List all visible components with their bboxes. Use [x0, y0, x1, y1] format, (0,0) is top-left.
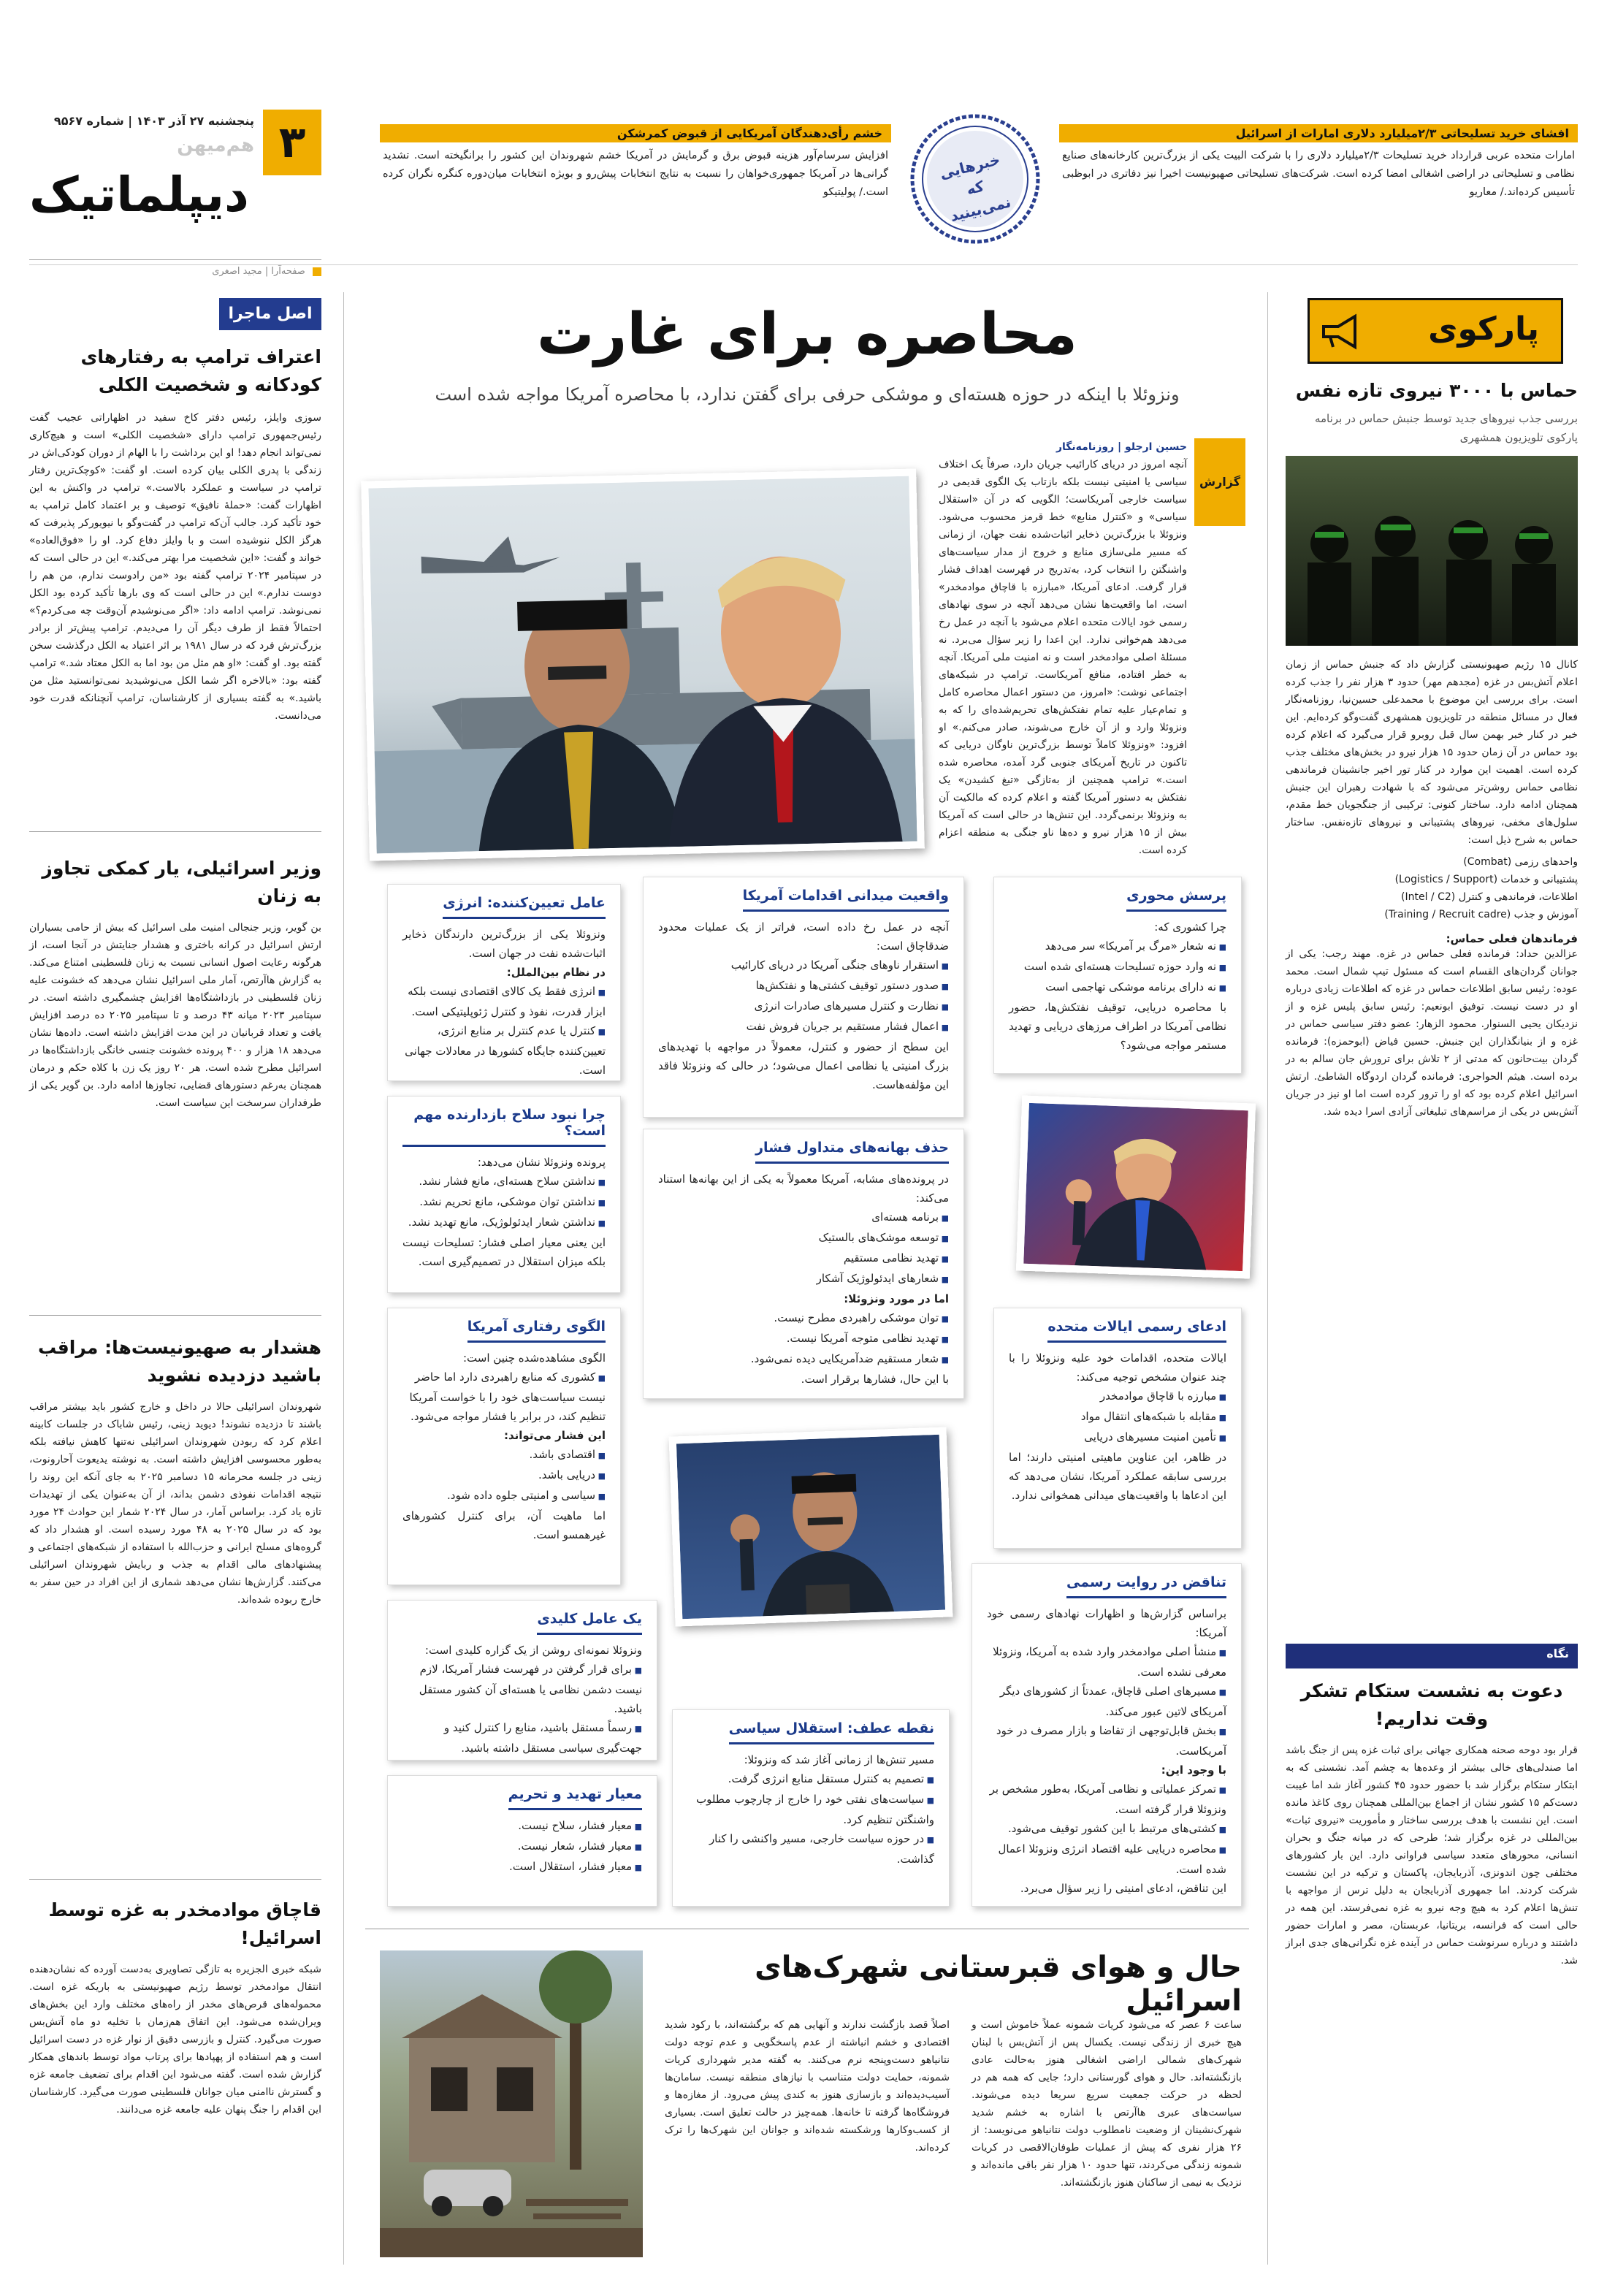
- list-item: ■ شعار مستقیم ضدآمریکایی دیده نمی‌شود.: [658, 1349, 949, 1370]
- left-badge: اصل ماجرا: [219, 298, 321, 330]
- page-number-box: [263, 110, 321, 175]
- left-article-2: [29, 855, 321, 1112]
- list-item: ■ سیاست‌های نفتی خود را خارج از چارچوب مطلوب واشنگتن تنظیم کرد.: [687, 1790, 934, 1829]
- list-item: ■ دریایی باشد.: [402, 1465, 606, 1486]
- left-article-2-body: بن گویر، وزیر جنجالی امنیت ملی اسرائیل که بیش از حامی بسیاران ارتش اسرائیل در کرانه باختری و هشدار جنایتش در آنجا است، از هرگونه رعایت اصول انسانی نسبت به زنان فلسطینی امتناع می‌کند. به گزارش هاآرتص، آمار ملی اسرائیل نشان می‌دهد که خشونت علیه زنان فلسطینی در بازداشتگاه‌ها افزایش چشمگیری داشته است. در سپتامبر ۲۰۲۳ میانه ۴۳ درصد و تا سپتامبر ۲۰۲۵ ده درصد افزایش یافت و تعداد قربانیان در این مدت افزایش داشته است. داده‌ها نشان می‌دهد ۱۸ هزار و ۴۰۰ پرونده خشونت جنسی خانگی بازداشتگاه‌ها در اسرائیل مطرح شده است. هر ۲۰ روز یک زن با کلاه حکم و درمان همچنان به‌رغم دستورهای قضایی، تجاوزها ادامه دارد. بن گویر یکی از طرفداران سرسخت این سیاست است.: [29, 922, 322, 1109]
- left-article-1: [29, 343, 321, 725]
- box-official-claim: ادعای رسمی ایالات متحده ایالات متحده، اقدامات خود علیه ونزوئلا را با چند عنوان مشخص توجیه می‌کند: ■ مبارزه با قاچاق موادمخدر ■ مقابله با شبکه‌های انتقال مواد ■ تأمین امنیت مسیرهای دریایی در ظاهر، این عناوین ماهیتی امنیتی دارند؛ اما بررسی سابقه عملکرد آمریکا، نشان می‌دهد که این ادعاها با واقعیت‌های میدانی همخوانی ندارد.: [993, 1308, 1242, 1549]
- list-item: ■ نه وارد حوزه تسلیحات هسته‌ای شده است: [1009, 957, 1226, 977]
- list-item: ■ صدور دستور توقیف کشتی‌ها و نفتکش‌ها: [658, 976, 949, 996]
- box-key-factor-title: یک عامل کلیدی: [537, 1611, 642, 1635]
- hamas-fighters-photo: [1286, 456, 1578, 646]
- top-rule: [29, 264, 1578, 265]
- list-item: ■ بخش قابل‌توجهی از تقاضا و بازار مصرف در خود آمریکاست.: [987, 1721, 1226, 1761]
- commanders-title: فرماندهان فعلی حماس:: [1446, 932, 1578, 945]
- structure-item: پشتیبانی و خدمات (Logistics / Support): [1394, 874, 1578, 885]
- right-article-2: [1286, 1677, 1578, 1969]
- bottom-title: حال و هوای قبرستانی شهرک‌های اسرائیل: [755, 1950, 1242, 2018]
- damaged-building-image: [380, 1950, 643, 2257]
- box-official-claim-title: ادعای رسمی ایالات متحده: [1047, 1319, 1226, 1343]
- right-article-2-body: قرار بود دوحه صحنه همکاری جهانی برای ثبات غزه پس از جنگ باشد اما صندلی‌های خالی بیشتر از وعده‌ها به چشم آمد. نشستی که به ابتکار ستکام برگزار شد با حضور حدود ۴۵ کشور آغاز شد اما غیبت دست‌کم ۱۵ کشور نشان از اجماع بین‌المللی همچنان روی کاغذ مانده است. این نشست با هدف بررسی ساختار و مأموریت «نیروی ثبات» بین‌المللی در غزه برگزار شد؛ طرحی که در میانه جنگ و بحران انسانی، محورهای متعدد سیاسی فراوانی دارد. این بار کشورهای مختلفی چون اندونزی، آذربایجان، پاکستان و ترکیه در این نشست شرکت کردند. اما جمهوری آذربایجان به دلیل ترس از مواجهه با تنش‌ها اعلام کرد به هیچ وجه نیرو به غزه نمی‌فرستد. این همه در حالی است که فرانسه، بریتانیا، عربستان، مصر و امارات حضور داشتند و درباره سرنوشت حماس در آینده غزه نگرانی‌های جدی ابراز شد.: [1286, 1744, 1578, 1967]
- list-item: ■ محاصره دریایی علیه اقتصاد انرژی ونزوئلا اعمال شده است.: [987, 1839, 1226, 1879]
- report-intro-body: آنچه امروز در دریای کارائیب جریان دارد، صرفاً یک اختلاف سیاسی یا امنیتی نیست بلکه بازتاب یک الگوی قدیمی در سیاست خارجی آمریکاست؛ الگویی که در آن «استقلال سیاسی» و «کنترل منابع» خط قرمز محسوب می‌شود. ونزوئلا با بزرگ‌ترین ذخایر اثبات‌شده نفت جهان، از زمانی که مسیر ملی‌سازی منابع و خروج از مدار سیاست‌های واشنگتن را انتخاب کرد، به‌تدریج در فهرست اهداف فشار قرار گرفت. ادعای آمریکا، «مبارزه با قاچاق موادمخدر» است، اما واقعیت‌ها نشان می‌دهد آنچه در سوی نهادهای رسمی خود ایالات متحده اعلام می‌شود با آنچه در عمل رخ می‌دهد هم‌خوانی ندارد. این اعدا را زیر سؤال می‌برد. نه مسئلهٔ اصلی موادمخدر است و نه امنیت ملی آمریکا. آنچه به خطر افتاده، منافع آمریکاست. ترامپ در شبکه‌های اجتماعی نوشت: «امروز، من دستور اعمال محاصره کامل و تمام‌عیار علیه تمام نفتکش‌های تحریم‌شده‌ای را که به ونزوئلا وارد و از آن خارج می‌شوند، صادر می‌کنم.» او افزود: «ونزوئلا کاملاً توسط بزرگ‌ترین ناوگان دریایی که تاکنون در تاریخ آمریکای جنوبی گرد آمده، محاصره شده است.» ترامپ همچنین از به‌تازگی «تیغ کشیدن» یک نفتکش به دستور آمریکا گفته و اعلام کرده که مالکیت آن به ونزوئلا برنمی‌گردد. این تنش‌ها در حالی است که آمریکا بیش از ۱۵ هزار نیرو و ده‌ها ناو جنگی به منطقه اعزام کرده است.: [939, 459, 1187, 856]
- date-line: پنجشنبه ۲۷ آذر ۱۴۰۳ | شماره ۹۵۶۷: [53, 114, 254, 128]
- box-pressure-criteria-title: معیار تهدید و تحریم: [508, 1786, 642, 1810]
- list-item: ■ تمرکز عملیاتی و نظامی آمریکا، به‌طور مشخص بر ونزوئلا قرار گرفته است.: [987, 1780, 1226, 1819]
- right-column-divider: [1267, 292, 1268, 2265]
- list-item: ■ برای قرار گرفتن در فهرست فشار آمریکا، لازم نیست دشمن نظامی یا هسته‌ای آن کشور مستقل باشید.: [402, 1660, 642, 1718]
- list-item: ■ مبارزه با قاچاق موادمخدر: [1009, 1387, 1226, 1407]
- editor-square-icon: [313, 267, 321, 276]
- masthead-subtitle: هم‌میهن: [177, 134, 254, 156]
- box-energy-factor-title: عامل تعیین‌کننده: انرژی: [443, 895, 606, 919]
- ticker-left-headline: خشم رأی‌دهندگان آمریکایی از قبوض کمرشکن: [380, 124, 891, 142]
- masthead-logo: دیپلماتیک: [29, 167, 249, 223]
- box-deterrent-title: چرا نبود سلاح بازدارنده مهم است؟: [402, 1107, 606, 1147]
- list-item: ■ کنترل یا عدم کنترل بر منابع انرژی، تعیین‌کننده جایگاه کشورها در معادلات جهانی است.: [402, 1021, 606, 1080]
- list-item: ■ تهدید نظامی متوجه آمریکا نیست.: [658, 1329, 949, 1349]
- box-turning-point-title: نقطه عطف: استقلال سیاسی: [729, 1720, 934, 1744]
- commanders-body: عزالدین حداد: فرمانده فعلی حماس در غزه. مهند رجب: یکی از جوانان گردان‌های القسام است که مسئول تیپ شمال است. محمد عوده: رئیس سابق اطلاعات حماس در غزه که اطلاعات زیادی درباره او در دست نیست. توفیق ابونعیم: رئیس سابق پلیس غزه و از نزدیکان یحیی السنوار. محمود الزهار: عضو دفتر سیاسی حماس در غزه و از بنیانگذاران این جنبش. حسین فیاض (ابوحمزه): فرمانده گردان بیت‌حانون که مدتی از ۲ تلاش برای ترورش جان سالم به در برده است. هیثم الحواجری: فرمانده گردان اردوگاه الشاطئ. ارتش اسرائیل اعلام کرده بود که او را ترور کرده است اما او نیز در جریان آتش‌بس در یکی از مراسم‌های تبلیغاتی آزادی اسرا دیده شد.: [1286, 948, 1579, 1118]
- left-rule-1: [29, 831, 321, 832]
- settlement-photo: [380, 1950, 643, 2257]
- list-item: ■ سیاسی و امنیتی جلوه داده شود.: [402, 1486, 606, 1506]
- report-author: حسین ارجلو | روزنامه‌نگار: [1056, 441, 1187, 453]
- list-item: ■ معیار فشار، استقلال است.: [402, 1857, 642, 1877]
- list-item: ■ رسماً مستقل باشید، منابع را کنترل کنید و جهت‌گیری سیاسی مستقل داشته باشید.: [402, 1718, 642, 1758]
- box-behavior-pattern-title: الگوی رفتاری آمریکا: [467, 1319, 606, 1343]
- list-item: ■ نظارت و کنترل مسیرهای صادرات انرژی: [658, 996, 949, 1017]
- box-pretexts-title: حذف بهانه‌های متداول فشار: [755, 1140, 949, 1164]
- structure-item: واحدهای رزمی (Combat): [1463, 856, 1578, 868]
- left-column-divider: [343, 292, 344, 2265]
- list-item: ■ توان موشکی راهبردی مطرح نیست.: [658, 1308, 949, 1329]
- bottom-col-2: اصلاً قصد بازگشت ندارند و آنهایی هم که برگشته‌اند، با رکود شدید اقتصادی و خشم انباشته از عدم پاسخگویی و عدم توجه دولت نتانیاهو دست‌وپنجه نرم می‌کنند. به گفته مدیر شهرداری کریات شمونه، حمایت دولت متناسب با نیازهای منطقه نیست. سامان‌ها آسیب‌دیده‌اند و بازسازی هنوز به کندی پیش می‌رود. از مغازه‌ها و فروشگاه‌ها گرفته تا خانه‌ها. همه‌چیز در حالت تعلیق است. بسیاری از کسب‌وکارها ورشکسته شده‌اند و جوانان این شهرک‌ها را ترک کرده‌اند.: [665, 2019, 950, 2154]
- right-article-1-body: کانال ۱۵ رژیم صهیونیستی گزارش داد که جنبش حماس از زمان اعلام آتش‌بس در غزه (مجدهم مهر) حدود ۳ هزار نفر را جذب کرده است. برای بررسی این موضوع با محمدعلی حسین‌نیا، روزنامه‌نگار فعال در مسائل منطقه در تلویزیون همشهری گفت‌وگو کرده‌ایم. این خبر در کنار خبر بهمن سال قبل روبرو قرار می‌گیرد که اعلام کرده بود حماس در آن زمان حدود ۱۵ هزار نیرو در بخش‌های مختلف جذب کرده است. اهمیت این موارد در کنار تور اخیر جانشینان فرماندهی نظامی حماس روشن‌تر می‌شود که با شهادت رهبران این جنبش همچنان ادامه دارد. ساختار کنونی: ترکیبی از جنگجویان خط مقدم، سلول‌های مخفی، نیروهای پشتیبانی و نیروهای تازه‌نفس. ساختار حماس به شرح ذیل است:: [1286, 659, 1578, 846]
- list-item: ■ تهدید نظامی مستقیم: [658, 1248, 949, 1269]
- right-article-1-title: حماس با ۳۰۰۰ نیروی تازه نفس: [1295, 380, 1578, 401]
- box-pretexts: حذف بهانه‌های متداول فشار در پرونده‌های مشابه، آمریکا معمولاً به یکی از این بهانه‌ها استناد می‌کند: ■ برنامه هسته‌ای ■ توسعه موشک‌های بالستیک ■ تهدید نظامی مستقیم ■ شعارهای ایدئولوژیک آشکار اما در مورد ونزوئلا: ■ توان موشکی راهبردی مطرح نیست. ■ تهدید نظامی متوجه آمریکا نیست. ■ شعار مستقیم ضدآمریکایی دیده نمی‌شود. با این حال، فشارها برقرار است.: [643, 1129, 964, 1399]
- list-item: ■ نه دارای برنامه موشکی تهاجمی است: [1009, 977, 1226, 998]
- right-article-2-title: دعوت به نشست ستکام تشکر وقت نداریم!: [1300, 1680, 1563, 1729]
- warship-trump-maduro-image: [368, 476, 917, 854]
- list-item: ■ برنامه هسته‌ای: [658, 1208, 949, 1228]
- masthead: [29, 110, 321, 278]
- list-item: ■ نداشتن توان موشکی، مانع تحریم نشد.: [402, 1192, 606, 1213]
- ticker-right-headline: افشای خرید تسلیحاتی ۲/۳میلیارد دلاری امارات از اسرائیل: [1059, 124, 1578, 142]
- list-item: ■ استقرار ناوهای جنگی آمریکا در دریای کارائیب: [658, 956, 949, 976]
- box-deterrent: چرا نبود سلاح بازدارنده مهم است؟ پرونده ونزوئلا نشان می‌دهد: ■ نداشتن سلاح هسته‌ای، مانع فشار نشد. ■ نداشتن توان موشکی، مانع تحریم نشد. ■ نداشتن شعار ایدئولوژیک، مانع تهدید نشد. این یعنی معیار اصلی فشار: تسلیحات نیست بلکه میزان استقلال در تصمیم‌گیری است.: [387, 1096, 621, 1293]
- main-photo: [361, 468, 925, 861]
- list-item: ■ مسیرهای اصلی قاچاق، عمدتاً از کشورهای دیگر آمریکای لاتین عبور می‌کند.: [987, 1682, 1226, 1721]
- list-item: ■ تأمین امنیت مسیرهای دریایی: [1009, 1427, 1226, 1448]
- box-contradiction-title: تناقض در روایت رسمی: [1066, 1574, 1226, 1598]
- box-behavior-pattern: الگوی رفتاری آمریکا الگوی مشاهده‌شده چنین است: ■ کشوری که منابع راهبردی دارد اما حاضر نیست سیاست‌های خود را با خواست آمریکا تنظیم کند، در برابر یا فشار مواجه می‌شود. این فشار می‌تواند: ■ اقتصادی باشد. ■ دریایی باشد. ■ سیاسی و امنیتی جلوه داده شود. اما ماهیت آن، برای کنترل کشورهای غیرهمسو است.: [387, 1308, 621, 1585]
- structure-item: اطلاعات، فرماندهی و کنترل (Intel / C2): [1401, 891, 1578, 903]
- list-item: ■ نداشتن شعار ایدئولوژیک، مانع تهدید نشد.: [402, 1213, 606, 1233]
- left-rule-3: [29, 1879, 321, 1880]
- structure-item: آموزش و جذب (Training / Recruit cadre): [1384, 909, 1578, 920]
- fighters-image: [1286, 456, 1578, 646]
- list-item: ■ تصمیم به کنترل مستقل منابع انرژی گرفت.: [687, 1769, 934, 1790]
- box-pivotal-question-title: پرسش محوری: [1126, 888, 1226, 912]
- right-badge: [1308, 298, 1563, 364]
- left-article-4-body: شبکه خبری الجزیره به تازگی تصاویری به‌دست آورده که نشان‌دهنده انتقال موادمخدر توسط رژیم صهیونیستی به باریکه غزه است. محموله‌های قرص‌های مخدر از راه‌های مختلف وارد این بخش‌های ویران‌شده می‌شود. این اتفاق هم‌زمان با تخلیه دو ماه آتش‌بس صورت می‌گیرد. کنترل و بازرسی دقیق از نوار غزه در دست اسرائیل است و هم استفاده از پهپادها برای پرتاب مواد توسط باندهای همکار گزارش شده است. گفته می‌شود این اقدام برای تضعیف جامعه غزه و گسترش ناامنی میان جوانان فلسطینی صورت می‌گیرد. کارشناسان این اقدام را جنگ پنهان علیه جامعه غزه می‌دانند.: [29, 1964, 321, 2116]
- box-contradiction: تناقض در روایت رسمی براساس گزارش‌ها و اظهارات نهادهای رسمی خود آمریکا: ■ منشأ اصلی موادمخدر وارد شده به آمریکا، ونزوئلا معرفی نشده است. ■ مسیرهای اصلی قاچاق، عمدتاً از کشورهای دیگر آمریکای لاتین عبور می‌کند. ■ بخش قابل‌توجهی از تقاضا و بازار مصرف در خود آمریکاست. با وجود این: ■ تمرکز عملیاتی و نظامی آمریکا، به‌طور مشخص بر ونزوئلا قرار گرفته است. ■ کشتی‌های مرتبط با این کشور توقیف می‌شود. ■ محاصره دریایی علیه اقتصاد انرژی ونزوئلا اعمال شده است. این تناقض، ادعای امنیتی را زیر سؤال می‌برد.: [972, 1563, 1242, 1907]
- left-article-4-title: قاچاق موادمخدر به غزه توسط اسرائیل!: [48, 1899, 321, 1948]
- list-item: ■ معیار فشار، سلاح نیست.: [402, 1816, 642, 1837]
- list-item: ■ مقابله با شبکه‌های انتقال مواد: [1009, 1407, 1226, 1427]
- box-key-factor: یک عامل کلیدی ونزوئلا نمونه‌ای روشن از یک گزاره کلیدی است: ■ برای قرار گرفتن در فهرست فشار آمریکا، لازم نیست دشمن نظامی یا هسته‌ای آن کشور مستقل باشید. ■ رسماً مستقل باشید، منابع را کنترل کنید و جهت‌گیری سیاسی مستقل داشته باشید.: [387, 1600, 657, 1761]
- report-intro: [939, 438, 1245, 859]
- masthead-rule: [29, 259, 321, 260]
- stamp-text: خبرهایی که نمی‌بینید: [938, 150, 1013, 226]
- right-article-1: [1286, 377, 1578, 1121]
- ticker-right-body: امارات متحده عربی قرارداد خرید تسلیحات ۲/۳میلیارد دلاری را با شرکت البیت یکی از بزرگ‌ترین کارخانه‌های صنایع نظامی و تسلیحاتی در اراضی اشغالی امضا کرده است. شرکت‌های تسلیحاتی صهیونیست اخیرا نیز دفاتری در ابوظبی تأسیس کرده‌اند./ معاریو: [1062, 150, 1575, 198]
- report-tag: گزارش: [1194, 438, 1245, 526]
- maduro-photo: [669, 1427, 953, 1626]
- left-article-3: [29, 1334, 321, 1609]
- list-item: ■ منشأ اصلی موادمخدر وارد شده به آمریکا، ونزوئلا معرفی نشده است.: [987, 1642, 1226, 1682]
- bottom-col-1: ساعت ۶ عصر که می‌شود کریات شمونه عملاً خاموش است و هیچ خبری از زندگی نیست. یکسال پس از آتش‌بس با لبنان شهرک‌های شمالی اراضی اشغالی هنوز به‌حالت عادی بازنگشته‌اند. حال و هوای گورستانی دارد؛ جایی که همه هم در لحظه در حرکت جمعیت سریع سریعا دیده می‌شوند. سیاست‌های عبری هاآرتص با اشاره به خشم شدید شهرک‌نشینان از وضعیت نامطلوب دولت نتانیاهو می‌نویسد: از ۲۶ هزار نفری که پیش از عملیات طوفان‌الاقصی در کریات شمونه زندگی می‌کردند، تنها حدود ۱۰ هزار نفر باقی مانده‌اند و نزدیک به نیمی از ساکنان هنوز بازنگشته‌اند.: [972, 2019, 1242, 2189]
- right-badge-text: پارکوی: [1428, 310, 1539, 348]
- left-article-2-title: وزیر اسرائیلی، یار کمکی تجاوز به زنان: [42, 858, 321, 907]
- left-article-3-title: هشدار به صهیونیست‌ها: مراقب باشید دزدیده نشوید: [37, 1337, 321, 1386]
- ticker-right: [1059, 124, 1578, 252]
- box-pivotal-question: پرسش محوری چرا کشوری که: ■ نه شعار «مرگ بر آمریکا» سر می‌دهد ■ نه وارد حوزه تسلیحات هسته‌ای شده است ■ نه دارای برنامه موشکی تهاجمی است با محاصره دریایی، توقیف نفتکش‌ها، حضور نظامی آمریکا در اطراف مرزهای دریایی و تهدید مستمر مواجه می‌شود؟: [993, 877, 1242, 1074]
- editor-line: صفحه‌آرا | مجید اصغری: [212, 266, 321, 277]
- box-field-reality: واقعیت میدانی اقدامات آمریکا آنچه در عمل رخ داده است، فراتر از یک عملیات محدود ضدقاچاق است: ■ استقرار ناوهای جنگی آمریکا در دریای کارائیب ■ صدور دستور توقیف کشتی‌ها و نفتکش‌ها ■ نظارت و کنترل مسیرهای صادرات انرژی ■ اعمال فشار مستقیم بر جریان فروش نفت این سطح از حضور و کنترل، معمولاً در مواجهه با تهدیدهای بزرگ امنیتی یا نظامی اعمال می‌شود؛ در حالی که ونزوئلا فاقد این مؤلفه‌هاست.: [643, 877, 964, 1118]
- page-number: ۳: [278, 117, 306, 168]
- news-stamp: [906, 110, 1045, 248]
- list-item: ■ توسعه موشک‌های بالستیک: [658, 1228, 949, 1248]
- left-article-1-title: اعتراف ترامپ به رفتارهای کودکانه و شخصیت الکلی: [80, 346, 321, 395]
- main-title: محاصره برای غارت: [537, 302, 1077, 367]
- hamas-structure-list: [1286, 853, 1578, 923]
- trump-rally-image: [1023, 1103, 1248, 1271]
- list-item: ■ نه شعار «مرگ بر آمریکا» سر می‌دهد: [1009, 937, 1226, 957]
- maduro-speech-image: [676, 1435, 945, 1619]
- left-article-3-body: شهروندان اسرائیلی حالا در داخل و خارج کشور باید بیشتر مراقب باشند تا دزدیده نشوند! دیوید زینی، رئیس شاباک در جلسات کابینه اعلام کرد که ربودن شهروندان اسرائیلی نه‌تنها کاهش نیافته بلکه به‌طور محسوسی افزایش داشته است. به نوشته یدیعوت آحارونوت، زینی در جلسه محرمانه ۱۵ دسامبر ۲۰۲۵ به جای آنکه این روند را نتیجه اقدامات نفوذی دشمن بداند، از آن به‌عنوان یکی از تهدیدات تازه یاد کرد. براساس آمار، در سال ۲۰۲۴ شمار این حوادث ۲۴ مورد بود که در سال ۲۰۲۵ به ۴۸ مورد رسیده است. او هشدار داد که گروه‌های مسلح ایرانی و حزب‌الله با استفاده از شبکه‌های اجتماعی و پیشنهادهای مالی اقدام به جذب و ربایش شهروندان اسرائیلی می‌کنند. گزارش‌ها نشان می‌دهد شماری از این افراد در حین سفر به خارج ربوده شده‌اند.: [29, 1401, 321, 1606]
- trump-photo: [1016, 1095, 1256, 1278]
- ticker-left-body: افزایش سرسام‌آور هزینه قبوض برق و گرمایش در آمریکا خشم شهروندان این کشور را برانگیخته است. تشدید گرانی‌ها در آمریکا جمهوری‌خواهان را نسبت به نتایج انتخابات پیش‌رو و بویژه انتخابات میان‌دوره کنگره نگران کرده است./ پولیتیکو: [383, 150, 888, 198]
- list-item: ■ کشتی‌های مرتبط با این کشور توقیف می‌شود.: [987, 1819, 1226, 1839]
- list-item: ■ انرژی فقط یک کالای اقتصادی نیست بلکه ابزار قدرت، نفوذ و کنترل ژئوپلیتیکی است.: [402, 982, 606, 1021]
- left-article-1-body: سوزی وایلز، رئیس دفتر کاخ سفید در اظهاراتی عجیب گفت رئیس‌جمهوری ترامپ دارای «شخصیت الکلی» است و هیچ‌کاری نمی‌تواند انجام دهد! او این برداشت را با الهام از دوران کودکی‌اش در زندگی با پدری الکلی بیان کرده است. او گفت: «کوچک‌ترین رفتار ترامپ در سیاست و عملکرد بالاست.» ترامپ در واکنش به این اظهارات گفت: «حملهٔ نافیق» توصیف و بر اعتماد کامل ترامپ به خود تأکید کرد. جالب آن‌که ترامپ در گفت‌وگو با نیویورکر پذیرفت که هرگز الکل ننوشیده است و با وایلز دفاع کرد. او را «فوق‌العاده» خواند و گفت: «این شخصیت مرا بهتر می‌کند.» این در حالی است که در سپتامبر ۲۰۲۴ ترامپ گفته بود «من رادوست ندارم، من هم را دوست ندارم.» این در حالی است که وی بارها تأکید کرده بود الکل نمی‌نوشد. ترامپ ادامه داد: «اگر می‌نوشیدم آن‌وقت چه می‌کردم؟» احتمالاً فقط از طرف دیگر آن را می‌دیدم. ترامپ پیش‌تر از برادر بزرگ‌ترش فرد که در سال ۱۹۸۱ بر اثر اعتیاد به الکل درگذشت سخن گفته بود. او گفت: «او هم مثل من بود اما به الکل معتاد شد.» ترامپ گفته بود: «بالاخره اگر شما الکل می‌نوشیدید نمی‌توانستید مثل من باشید.» به گفته‌ بسیاری از کارشناسان، ترامپ آنچنانکه قدرت خود می‌دانست.: [29, 412, 322, 722]
- box-energy-factor: عامل تعیین‌کننده: انرژی ونزوئلا یکی از بزرگ‌ترین دارندگان ذخایر اثبات‌شده نفت در جهان است. در نظام بین‌الملل: ■ انرژی فقط یک کالای اقتصادی نیست بلکه ابزار قدرت، نفوذ و کنترل ژئوپلیتیکی است. ■ کنترل یا عدم کنترل بر منابع انرژی، تعیین‌کننده جایگاه کشورها در معادلات جهانی است.: [387, 884, 621, 1081]
- list-item: ■ در حوزه سیاست خارجی، مسیر واکنشی را کنار گذاشت.: [687, 1829, 934, 1869]
- list-item: ■ اعمال فشار مستقیم بر جریان فروش نفت: [658, 1017, 949, 1037]
- right-article-1-lead: بررسی جذب نیروهای جدید توسط جنبش حماس در برنامه پارکوی تلویزیون همشهری: [1314, 412, 1578, 444]
- ticker-left: [380, 124, 891, 252]
- box-field-reality-title: واقعیت میدانی اقدامات آمریکا: [743, 888, 949, 912]
- right-article-2-badge: نگاه: [1286, 1644, 1578, 1668]
- left-article-4: [29, 1896, 321, 2118]
- list-item: ■ شعارهای ایدئولوژیک آشکار: [658, 1269, 949, 1289]
- list-item: ■ نداشتن سلاح هسته‌ای، مانع فشار نشد.: [402, 1172, 606, 1192]
- list-item: ■ اقتصادی باشد.: [402, 1445, 606, 1465]
- box-pressure-criteria: [387, 1775, 657, 1907]
- megaphone-icon: [1320, 313, 1364, 350]
- list-item: ■ معیار فشار، شعار نیست.: [402, 1837, 642, 1857]
- main-subtitle: ونزوئلا با اینکه در حوزه هسته‌ای و موشکی حرفی برای گفتن ندارد، با محاصره آمریکا مواجه شده است: [435, 384, 1180, 405]
- box-turning-point: نقطه عطف: استقلال سیاسی مسیر تنش‌ها از زمانی آغاز شد که ونزوئلا: ■ تصمیم به کنترل مستقل منابع انرژی گرفت. ■ سیاست‌های نفتی خود را خارج از چارچوب مطلوب واشنگتن تنظیم کرد. ■ در حوزه سیاست خارجی، مسیر واکنشی را کنار گذاشت.: [672, 1709, 950, 1907]
- list-item: ■ کشوری که منابع راهبردی دارد اما حاضر نیست سیاست‌های خود را با خواست آمریکا تنظیم کند، در برابر یا فشار مواجه می‌شود.: [402, 1368, 606, 1426]
- left-rule-2: [29, 1315, 321, 1316]
